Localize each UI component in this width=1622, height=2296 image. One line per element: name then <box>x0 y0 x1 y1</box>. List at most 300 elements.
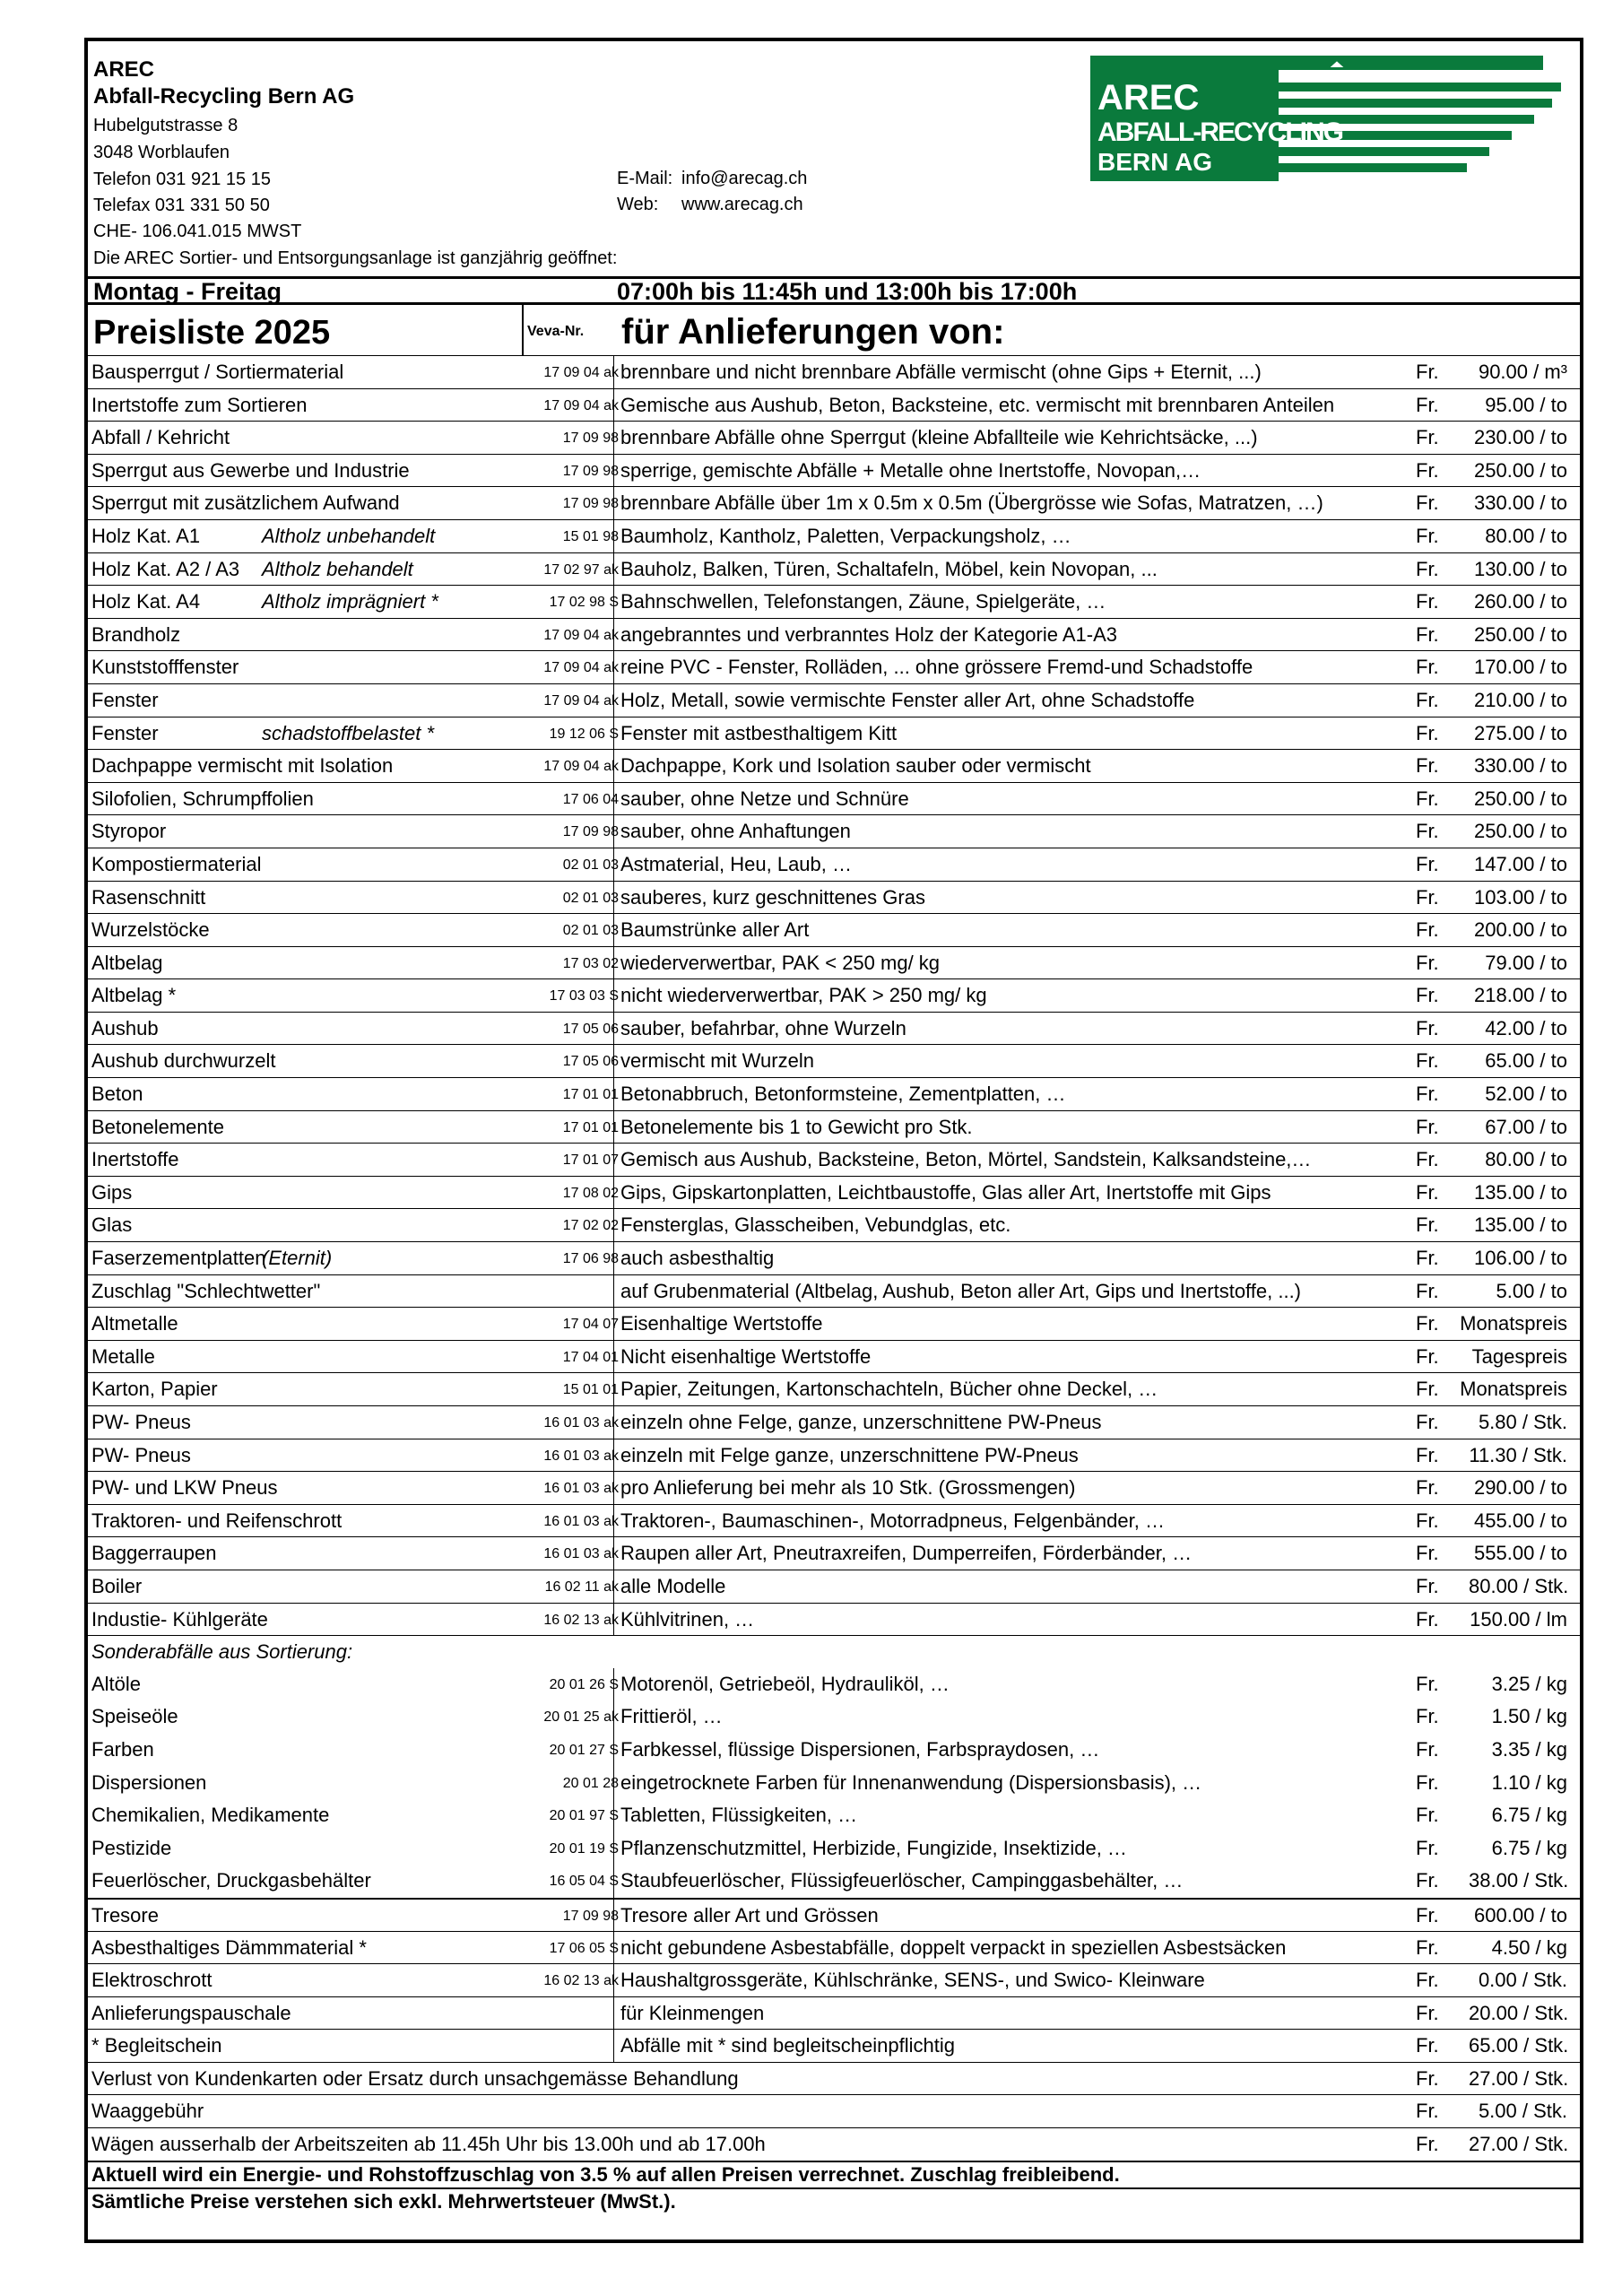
delivery-column-header: für Anlieferungen von: <box>621 312 1005 352</box>
item-description: brennbare Abfälle über 1m x 0.5m x 0.5m (Übergrösse wie Sofas, Matratzen, …) <box>620 491 1323 515</box>
veva-number: 20 01 27 S <box>549 1742 619 1758</box>
veva-number: 17 02 02 <box>562 1218 619 1234</box>
currency-label: Fr. <box>1416 1770 1439 1794</box>
item-description: Abfälle mit * sind begleitscheinpflichtig <box>620 2034 955 2057</box>
item-name: Dispersionen <box>91 1770 207 1794</box>
table-row <box>88 2029 1580 2062</box>
item-description: Tresore aller Art und Grössen <box>620 1903 879 1926</box>
veva-number: 17 04 01 <box>562 1349 619 1365</box>
item-description: für Kleinmengen <box>620 2001 765 2024</box>
table-row <box>88 1012 1580 1045</box>
item-price: Tagespreis <box>1471 1344 1567 1368</box>
item-name: Aushub durchwurzelt <box>91 1049 276 1073</box>
veva-number: 17 01 01 <box>562 1087 619 1103</box>
item-description: Traktoren-, Baumaschinen-, Motorradpneus, Felgenbänder, … <box>620 1509 1165 1532</box>
item-name: Kunststofffenster <box>91 656 239 679</box>
currency-label: Fr. <box>1416 524 1439 547</box>
item-price: 0.00 / Stk. <box>1478 1969 1567 1992</box>
table-row <box>88 585 1580 618</box>
item-name: Wurzelstöcke <box>91 918 210 942</box>
veva-number: 17 02 97 ak <box>543 561 619 578</box>
energy-surcharge-note: Aktuell wird ein Energie- und Rohstoffzuschlag von 3.5 % auf allen Preisen verrechnet. Zuschlag freibleibend. <box>88 2161 1580 2187</box>
item-name: Rasenschnitt <box>91 885 206 909</box>
item-description: Motorenöl, Getriebeöl, Hydrauliköl, … <box>620 1672 950 1695</box>
veva-number: 16 02 13 ak <box>543 1973 619 1989</box>
veva-number: 17 06 98 <box>562 1251 619 1267</box>
item-name: Pestizide <box>91 1836 172 1859</box>
section-title: Sonderabfälle aus Sortierung: <box>91 1640 353 1664</box>
item-name: Glas <box>91 1213 133 1237</box>
currency-label: Fr. <box>1416 918 1439 942</box>
table-row <box>88 749 1580 782</box>
item-price: 65.00 / Stk. <box>1469 2034 1569 2057</box>
item-description: vermischt mit Wurzeln <box>620 1049 814 1073</box>
item-price: 42.00 / to <box>1485 1016 1567 1039</box>
veva-number: 16 01 03 ak <box>543 1481 619 1497</box>
item-description: alle Modelle <box>620 1574 726 1597</box>
item-name: Feuerlöscher, Druckgasbehälter <box>91 1869 371 1892</box>
item-name: Inertstoffe zum Sortieren <box>91 393 308 416</box>
item-description: Bauholz, Balken, Türen, Schaltafeln, Möbel, kein Novopan, ... <box>620 557 1158 580</box>
item-description: auch asbesthaltig <box>620 1247 775 1270</box>
table-row <box>88 1110 1580 1144</box>
table-row <box>88 2127 1580 2161</box>
table-row <box>88 881 1580 914</box>
item-price: 290.00 / to <box>1474 1476 1567 1500</box>
item-description: brennbare und nicht brennbare Abfälle vermischt (ohne Gips + Eternit, ...) <box>620 361 1262 383</box>
currency-label: Fr. <box>1416 1574 1439 1597</box>
item-description: reine PVC - Fenster, Rolläden, ... ohne grössere Fremd-und Schadstoffe <box>620 656 1253 679</box>
currency-label: Fr. <box>1416 1935 1439 1959</box>
veva-number: 02 01 03 <box>562 857 619 873</box>
item-price: 130.00 / to <box>1474 557 1567 580</box>
table-row <box>88 1898 1580 1931</box>
currency-label: Fr. <box>1416 787 1439 810</box>
veva-number: 20 01 97 S <box>549 1808 619 1824</box>
item-name: Styropor <box>91 820 167 843</box>
item-name: Speiseöle <box>91 1705 178 1728</box>
item-price: 80.00 / to <box>1485 524 1567 547</box>
veva-number: 17 09 98 <box>562 430 619 447</box>
item-price: 200.00 / to <box>1474 918 1567 942</box>
veva-number: 20 01 25 ak <box>543 1709 619 1726</box>
veva-number: 17 02 98 S <box>549 595 619 611</box>
veva-number: 19 12 06 S <box>549 726 619 742</box>
veva-number: 16 01 03 ak <box>543 1546 619 1562</box>
veva-column-header: Veva-Nr. <box>527 324 585 339</box>
item-subtitle: Altholz imprägniert * <box>262 590 438 613</box>
logo-text-recycling: ABFALL-RECYCLING <box>1097 117 1344 147</box>
item-subtitle: Altholz unbehandelt <box>262 524 436 547</box>
table-row <box>88 913 1580 946</box>
company-phone: Telefon 031 921 15 15 <box>93 170 271 189</box>
item-description: Kühlvitrinen, … <box>620 1607 755 1631</box>
item-description: Dachpappe, Kork und Isolation sauber oder vermischt <box>620 754 1091 778</box>
item-name: Anlieferungspauschale <box>91 2001 291 2024</box>
currency-label: Fr. <box>1416 1344 1439 1368</box>
item-price: 106.00 / to <box>1474 1247 1567 1270</box>
veva-number: 20 01 26 S <box>549 1676 619 1692</box>
veva-number: 16 05 04 S <box>549 1874 619 1890</box>
table-row <box>88 454 1580 487</box>
currency-label: Fr. <box>1416 1180 1439 1204</box>
item-name: Fenster <box>91 721 159 744</box>
veva-number: 17 05 06 <box>562 1021 619 1037</box>
item-name: Chemikalien, Medikamente <box>91 1804 330 1827</box>
item-name: Betonelemente <box>91 1115 224 1138</box>
veva-number: 20 01 19 S <box>549 1840 619 1857</box>
price-list-title: Preisliste 2025 <box>93 314 331 352</box>
item-name: Inertstoffe <box>91 1148 179 1171</box>
currency-label: Fr. <box>1416 1083 1439 1106</box>
veva-number: 17 09 04 ak <box>543 397 619 413</box>
table-row <box>88 355 1580 388</box>
currency-label: Fr. <box>1416 984 1439 1007</box>
currency-label: Fr. <box>1416 1312 1439 1335</box>
currency-label: Fr. <box>1416 1509 1439 1532</box>
item-price: 218.00 / to <box>1474 984 1567 1007</box>
item-price: 27.00 / Stk. <box>1469 2066 1569 2090</box>
item-name: Metalle <box>91 1344 155 1368</box>
table-row <box>88 1307 1580 1340</box>
item-name: Traktoren- und Reifenschrott <box>91 1509 343 1532</box>
web-link[interactable]: www.arecag.ch <box>681 195 803 214</box>
item-name: Verlust von Kundenkarten oder Ersatz durch unsachgemässe Behandlung <box>91 2066 739 2090</box>
table-row <box>88 1603 1580 1636</box>
table-row <box>88 1143 1580 1176</box>
veva-number: 17 04 07 <box>562 1317 619 1333</box>
item-price: 260.00 / to <box>1474 590 1567 613</box>
item-name: Bausperrgut / Sortiermaterial <box>91 361 344 383</box>
item-name: Brandholz <box>91 622 181 646</box>
item-price: 95.00 / to <box>1485 393 1567 416</box>
table-row <box>88 848 1580 881</box>
currency-label: Fr. <box>1416 1213 1439 1237</box>
item-name: Asbesthaltiges Dämmmaterial * <box>91 1935 367 1959</box>
item-price: 330.00 / to <box>1474 754 1567 778</box>
item-description: sauber, befahrbar, ohne Wurzeln <box>620 1016 906 1039</box>
item-name: Tresore <box>91 1903 159 1926</box>
table-row <box>88 1340 1580 1373</box>
item-price: 250.00 / to <box>1474 622 1567 646</box>
currency-label: Fr. <box>1416 721 1439 744</box>
item-price: 27.00 / Stk. <box>1469 2133 1569 2156</box>
veva-number: 20 01 28 <box>562 1775 619 1791</box>
currency-label: Fr. <box>1416 1016 1439 1039</box>
currency-label: Fr. <box>1416 1903 1439 1926</box>
item-description: Haushaltgrossgeräte, Kühlschränke, SENS-, und Swico- Kleinware <box>620 1969 1205 1992</box>
item-description: Baumstrünke aller Art <box>620 918 810 942</box>
item-price: 147.00 / to <box>1474 852 1567 875</box>
item-description: Farbkessel, flüssige Dispersionen, Farbspraydosen, … <box>620 1737 1100 1761</box>
veva-number: 16 01 03 ak <box>543 1448 619 1464</box>
table-row <box>88 519 1580 552</box>
currency-label: Fr. <box>1416 1378 1439 1401</box>
item-description: nicht wiederverwertbar, PAK > 250 mg/ kg <box>620 984 987 1007</box>
item-description: Eisenhaltige Wertstoffe <box>620 1312 823 1335</box>
currency-label: Fr. <box>1416 393 1439 416</box>
currency-label: Fr. <box>1416 1607 1439 1631</box>
item-name: Holz Kat. A4 <box>91 590 201 613</box>
item-description: Raupen aller Art, Pneutraxreifen, Dumperreifen, Förderbänder, … <box>620 1542 1193 1565</box>
currency-label: Fr. <box>1416 1804 1439 1827</box>
table-row <box>88 552 1580 586</box>
vat-note: Sämtliche Preise verstehen sich exkl. Mehrwertsteuer (MwSt.). <box>88 2187 1580 2214</box>
item-name: Sperrgut aus Gewerbe und Industrie <box>91 458 410 482</box>
item-name: Kompostiermaterial <box>91 852 262 875</box>
table-row <box>88 978 1580 1012</box>
item-price: 79.00 / to <box>1485 951 1567 974</box>
veva-number: 17 01 07 <box>562 1152 619 1169</box>
item-name: Boiler <box>91 1574 143 1597</box>
company-header <box>88 41 1580 276</box>
table-row <box>88 2094 1580 2127</box>
item-description: Betonelemente bis 1 to Gewicht pro Stk. <box>620 1115 973 1138</box>
currency-label: Fr. <box>1416 1836 1439 1859</box>
item-name: Dachpappe vermischt mit Isolation <box>91 754 394 778</box>
veva-number: 17 09 98 <box>562 824 619 840</box>
item-name: PW- Pneus <box>91 1443 191 1466</box>
veva-number: 17 09 04 ak <box>543 692 619 709</box>
company-street: Hubelgutstrasse 8 <box>93 116 239 135</box>
item-price: 275.00 / to <box>1474 721 1567 744</box>
price-table <box>88 355 1580 2161</box>
item-price: 555.00 / to <box>1474 1542 1567 1565</box>
item-description: Papier, Zeitungen, Kartonschachteln, Bücher ohne Deckel, … <box>620 1378 1158 1401</box>
item-name: PW- Pneus <box>91 1411 191 1433</box>
item-name: Karton, Papier <box>91 1378 218 1401</box>
item-description: Holz, Metall, sowie vermischte Fenster aller Art, ohne Schadstoffe <box>620 688 1195 711</box>
currency-label: Fr. <box>1416 1115 1439 1138</box>
veva-number: 17 09 98 <box>562 496 619 512</box>
currency-label: Fr. <box>1416 1869 1439 1892</box>
item-description: nicht gebundene Asbestabfälle, doppelt verpackt in speziellen Asbestsäcken <box>620 1935 1287 1959</box>
item-description: sauber, ohne Anhaftungen <box>620 820 851 843</box>
table-row <box>88 1865 1580 1898</box>
veva-number: 17 08 02 <box>562 1185 619 1201</box>
table-row <box>88 1931 1580 1964</box>
veva-number: 02 01 03 <box>562 890 619 906</box>
veva-number: 17 01 01 <box>562 1119 619 1135</box>
email-label: E-Mail: <box>617 169 673 188</box>
currency-label: Fr. <box>1416 2066 1439 2090</box>
item-price: 170.00 / to <box>1474 656 1567 679</box>
item-price: 3.35 / kg <box>1491 1737 1567 1761</box>
currency-label: Fr. <box>1416 1049 1439 1073</box>
item-price: 250.00 / to <box>1474 820 1567 843</box>
currency-label: Fr. <box>1416 1705 1439 1728</box>
table-row <box>88 421 1580 454</box>
item-price: 6.75 / kg <box>1491 1836 1567 1859</box>
currency-label: Fr. <box>1416 557 1439 580</box>
currency-label: Fr. <box>1416 1247 1439 1270</box>
currency-label: Fr. <box>1416 458 1439 482</box>
item-subtitle: schadstoffbelastet * <box>262 721 435 744</box>
item-name: Waaggebühr <box>91 2100 204 2123</box>
item-description: sauberes, kurz geschnittenes Gras <box>620 885 925 909</box>
item-name: Wägen ausserhalb der Arbeitszeiten ab 11.45h Uhr bis 13.00h und ab 17.00h <box>91 2133 766 2156</box>
company-city: 3048 Worblaufen <box>93 143 230 162</box>
currency-label: Fr. <box>1416 1542 1439 1565</box>
veva-number: 17 09 04 ak <box>543 365 619 380</box>
item-price: 65.00 / to <box>1485 1049 1567 1073</box>
item-price: 5.00 / to <box>1496 1279 1567 1302</box>
item-description: Gemische aus Aushub, Beton, Backsteine, etc. vermischt mit brennbaren Anteilen <box>620 393 1335 416</box>
item-name: Elektroschrott <box>91 1969 213 1992</box>
item-description: wiederverwertbar, PAK < 250 mg/ kg <box>620 951 941 974</box>
item-name: Holz Kat. A1 <box>91 524 201 547</box>
currency-label: Fr. <box>1416 885 1439 909</box>
veva-number: 17 03 03 S <box>549 988 619 1004</box>
item-name: Faserzementplatten <box>91 1247 266 1270</box>
item-name: PW- und LKW Pneus <box>91 1476 278 1500</box>
item-name: Altöle <box>91 1672 142 1695</box>
item-price: 103.00 / to <box>1474 885 1567 909</box>
table-row <box>88 717 1580 750</box>
item-price: 80.00 / Stk. <box>1469 1574 1569 1597</box>
item-price: 5.00 / Stk. <box>1478 2100 1567 2123</box>
table-row <box>88 388 1580 422</box>
company-fax: Telefax 031 331 50 50 <box>93 196 270 215</box>
company-name: Abfall-Recycling Bern AG <box>93 84 355 109</box>
item-description: Fensterglas, Glasscheiben, Vebundglas, etc. <box>620 1213 1011 1237</box>
veva-number: 16 01 03 ak <box>543 1415 619 1431</box>
item-price: 1.10 / kg <box>1491 1770 1567 1794</box>
item-name: Holz Kat. A2 / A3 <box>91 557 240 580</box>
item-description: Nicht eisenhaltige Wertstoffe <box>620 1344 872 1368</box>
email-line <box>617 169 807 189</box>
currency-label: Fr. <box>1416 491 1439 515</box>
table-row <box>88 1734 1580 1767</box>
item-description: Gips, Gipskartonplatten, Leichtbaustoffe, Glas aller Art, Inertstoffe mit Gips <box>620 1180 1271 1204</box>
item-name: Altbelag * <box>91 984 177 1007</box>
company-vat: CHE- 106.041.015 MWST <box>93 222 302 241</box>
table-row <box>88 1044 1580 1077</box>
item-description: sperrige, gemischte Abfälle + Metalle ohne Inertstoffe, Novopan,… <box>620 458 1201 482</box>
footer-notes <box>88 2161 1580 2214</box>
item-name: Industie- Kühlgeräte <box>91 1607 268 1631</box>
item-price: 90.00 / m³ <box>1478 361 1567 383</box>
section-header <box>88 1635 1580 1668</box>
item-name: Altmetalle <box>91 1312 178 1335</box>
currency-label: Fr. <box>1416 426 1439 449</box>
currency-label: Fr. <box>1416 820 1439 843</box>
item-description: Fenster mit astbesthaltigem Kitt <box>620 721 898 744</box>
table-row <box>88 1799 1580 1832</box>
item-description: Baumholz, Kantholz, Paletten, Verpackungsholz, … <box>620 524 1071 547</box>
currency-label: Fr. <box>1416 1672 1439 1695</box>
table-row <box>88 1176 1580 1209</box>
item-price: 1.50 / kg <box>1491 1705 1567 1728</box>
item-name: Beton <box>91 1083 143 1106</box>
table-row <box>88 814 1580 848</box>
item-description: einzeln mit Felge ganze, unzerschnittene PW-Pneus <box>620 1443 1079 1466</box>
opening-days: Montag - Freitag <box>93 278 282 305</box>
veva-number: 17 09 98 <box>562 1908 619 1924</box>
item-description: Bahnschwellen, Telefonstangen, Zäune, Spielgeräte, … <box>620 590 1106 613</box>
currency-label: Fr. <box>1416 2034 1439 2057</box>
item-price: 455.00 / to <box>1474 1509 1567 1532</box>
item-price: 230.00 / to <box>1474 426 1567 449</box>
item-description: Frittieröl, … <box>620 1705 723 1728</box>
veva-number: 16 02 13 ak <box>543 1612 619 1628</box>
item-name: * Begleitschein <box>91 2034 222 2057</box>
item-name: Altbelag <box>91 951 163 974</box>
currency-label: Fr. <box>1416 1476 1439 1500</box>
table-row <box>88 1668 1580 1701</box>
item-name: Fenster <box>91 688 159 711</box>
item-price: 20.00 / Stk. <box>1469 2001 1569 2024</box>
web-label: Web: <box>617 195 659 214</box>
logo-text-arec: AREC <box>1097 78 1200 117</box>
item-description: Betonabbruch, Betonformsteine, Zementplatten, … <box>620 1083 1066 1106</box>
item-price: 210.00 / to <box>1474 688 1567 711</box>
veva-number: 16 01 03 ak <box>543 1513 619 1529</box>
table-row <box>88 1372 1580 1405</box>
item-price: 80.00 / to <box>1485 1148 1567 1171</box>
table-row <box>88 1767 1580 1800</box>
table-row <box>88 1241 1580 1274</box>
currency-label: Fr. <box>1416 2100 1439 2123</box>
item-description: eingetrocknete Farben für Innenanwendung (Dispersionsbasis), … <box>620 1770 1202 1794</box>
currency-label: Fr. <box>1416 951 1439 974</box>
item-description: Astmaterial, Heu, Laub, … <box>620 852 853 875</box>
veva-number: 17 09 04 ak <box>543 759 619 775</box>
item-name: Aushub <box>91 1016 159 1039</box>
price-list-sheet <box>84 38 1583 2243</box>
table-row <box>88 1208 1580 1241</box>
item-price: 330.00 / to <box>1474 491 1567 515</box>
company-short-name: AREC <box>93 57 155 82</box>
item-price: 67.00 / to <box>1485 1115 1567 1138</box>
opening-hours <box>88 276 1580 305</box>
item-subtitle: (Eternit) <box>262 1247 333 1270</box>
veva-number: 15 01 01 <box>562 1382 619 1398</box>
item-name: Silofolien, Schrumpffolien <box>91 787 314 810</box>
web-line <box>617 195 803 215</box>
currency-label: Fr. <box>1416 1737 1439 1761</box>
table-row <box>88 782 1580 815</box>
veva-number: 17 09 04 ak <box>543 660 619 676</box>
item-name: Gips <box>91 1180 133 1204</box>
veva-number: 17 09 04 ak <box>543 627 619 643</box>
veva-number: 02 01 03 <box>562 923 619 939</box>
table-row <box>88 946 1580 979</box>
item-description: angebranntes und verbranntes Holz der Kategorie A1-A3 <box>620 622 1118 646</box>
table-row <box>88 618 1580 651</box>
email-link[interactable]: info@arecag.ch <box>681 169 808 188</box>
currency-label: Fr. <box>1416 1411 1439 1433</box>
item-price: 38.00 / Stk. <box>1469 1869 1569 1892</box>
currency-label: Fr. <box>1416 1148 1439 1171</box>
item-subtitle: Altholz behandelt <box>262 557 413 580</box>
opening-note: Die AREC Sortier- und Entsorgungsanlage ist ganzjährig geöffnet: <box>93 248 618 268</box>
item-price: 52.00 / to <box>1485 1083 1567 1106</box>
table-row <box>88 1274 1580 1308</box>
currency-label: Fr. <box>1416 1969 1439 1992</box>
item-price: 250.00 / to <box>1474 787 1567 810</box>
table-row <box>88 1570 1580 1603</box>
item-name: Sperrgut mit zusätzlichem Aufwand <box>91 491 400 515</box>
table-row <box>88 1439 1580 1472</box>
arec-logo <box>1090 56 1561 181</box>
table-row <box>88 1536 1580 1570</box>
currency-label: Fr. <box>1416 1443 1439 1466</box>
price-list-title-row <box>88 305 1580 355</box>
currency-label: Fr. <box>1416 2001 1439 2024</box>
table-row <box>88 650 1580 683</box>
currency-label: Fr. <box>1416 852 1439 875</box>
